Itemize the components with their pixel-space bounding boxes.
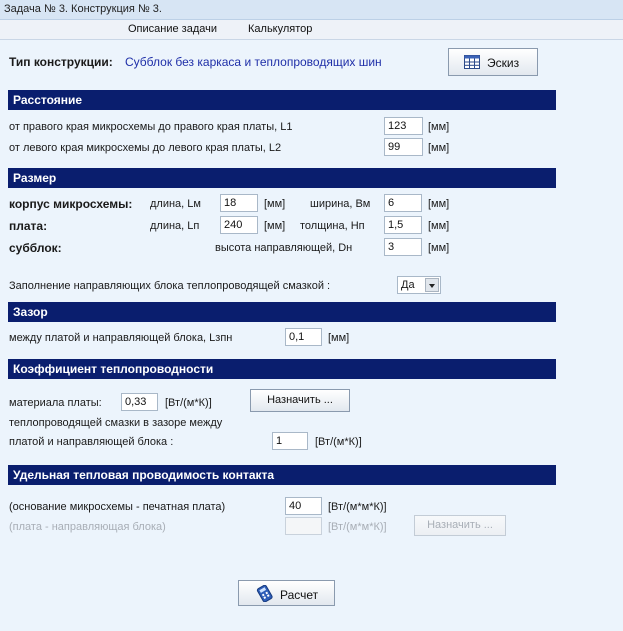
dh-label: высота направляющей, Dн <box>215 242 353 254</box>
construction-type-label: Тип конструкции: <box>9 55 113 69</box>
menu-item-calculator[interactable]: Калькулятор <box>248 23 313 35</box>
gap-label: между платой и направляющей блока, Lзпн <box>9 332 233 344</box>
l2-unit: [мм] <box>428 142 450 154</box>
board-material-label: материала платы: <box>9 397 102 409</box>
gap-unit: [мм] <box>328 332 350 344</box>
contact-row1-label: (основание микросхемы - печатная плата) <box>9 501 226 513</box>
calculate-button-label: Расчет <box>280 588 319 602</box>
section-header-contact: Удельная тепловая проводимость контакта <box>8 465 556 485</box>
board-label: плата: <box>9 219 48 233</box>
menu-bar <box>0 20 623 40</box>
hn-unit: [мм] <box>428 220 450 232</box>
contact-row1-input[interactable] <box>285 497 322 515</box>
bm-input[interactable] <box>384 194 422 212</box>
window-title-bar <box>0 0 623 20</box>
calculate-button[interactable] <box>238 580 335 606</box>
hn-input[interactable] <box>384 216 422 234</box>
gap-input[interactable] <box>285 328 322 346</box>
bm-label: ширина, Вм <box>310 198 371 210</box>
hn-label: толщина, Нп <box>300 220 365 232</box>
sketch-button[interactable] <box>448 48 538 76</box>
contact-row2-input[interactable] <box>285 517 322 535</box>
contact-row1-unit: [Вт/(м*м*К)] <box>328 501 387 513</box>
section-header-distance: Расстояние <box>8 90 556 110</box>
dh-unit: [мм] <box>428 242 450 254</box>
sketch-button-label: Эскиз <box>487 56 520 70</box>
ln-unit: [мм] <box>264 220 286 232</box>
ln-label: длина, Lп <box>150 220 200 232</box>
section-header-conductivity: Коэффициент теплопроводности <box>8 359 556 379</box>
bm-unit: [мм] <box>428 198 450 210</box>
board-material-input[interactable] <box>121 393 158 411</box>
grease-label-line1: теплопроводящей смазки в зазоре между <box>9 417 223 429</box>
grease-input[interactable] <box>272 432 308 450</box>
l1-unit: [мм] <box>428 121 450 133</box>
window-title: Задача № 3. Конструкция № 3. <box>4 3 162 15</box>
chevron-down-icon[interactable] <box>425 278 439 292</box>
calculator-icon <box>256 585 274 602</box>
filling-label: Заполнение направляющих блока теплопроводящей смазкой : <box>9 280 331 292</box>
l2-input[interactable] <box>384 138 423 156</box>
l1-label: от правого края микросхемы до правого края платы, L1 <box>9 121 293 133</box>
section-header-gap: Зазор <box>8 302 556 322</box>
filling-select[interactable] <box>397 276 441 294</box>
ln-input[interactable] <box>220 216 258 234</box>
filling-select-value: Да <box>401 279 415 291</box>
construction-type-value: Субблок без каркаса и теплопроводящих шин <box>125 55 382 69</box>
lm-unit: [мм] <box>264 198 286 210</box>
menu-item-task-description[interactable]: Описание задачи <box>128 23 217 35</box>
lm-label: длина, Lм <box>150 198 201 210</box>
grease-label-line2: платой и направляющей блока : <box>9 436 174 448</box>
contact-row2-unit: [Вт/(м*м*К)] <box>328 521 387 533</box>
table-icon <box>464 55 480 69</box>
l1-input[interactable] <box>384 117 423 135</box>
board-material-unit: [Вт/(м*К)] <box>165 397 212 409</box>
section-header-size: Размер <box>8 168 556 188</box>
contact-row2-label: (плата - направляющая блока) <box>9 521 166 533</box>
dh-input[interactable] <box>384 238 422 256</box>
l2-label: от левого края микросхемы до левого края платы, L2 <box>9 142 282 154</box>
grease-unit: [Вт/(м*К)] <box>315 436 362 448</box>
assign-contact-button[interactable]: Назначить ... <box>414 515 506 536</box>
assign-conductivity-button[interactable]: Назначить ... <box>250 389 350 412</box>
chip-label: корпус микросхемы: <box>9 197 133 211</box>
subblock-label: субблок: <box>9 241 62 255</box>
lm-input[interactable] <box>220 194 258 212</box>
